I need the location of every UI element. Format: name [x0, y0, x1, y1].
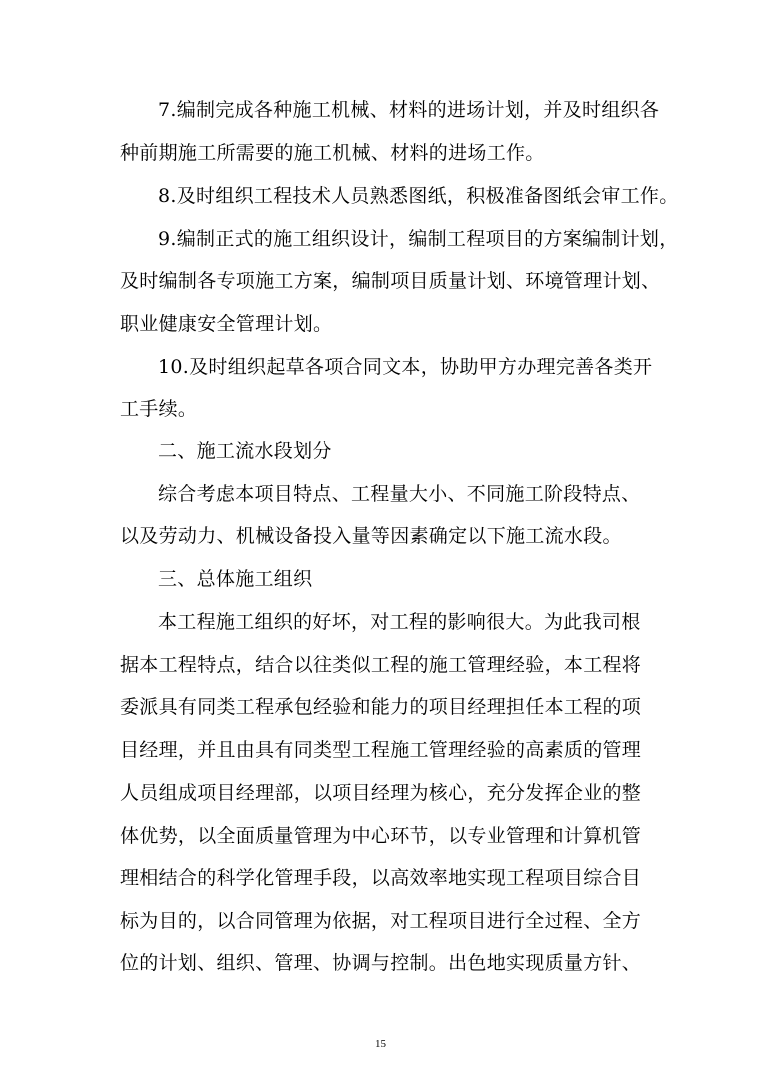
- section-heading: 三、总体施工组织: [158, 568, 313, 590]
- text-line: 工手续。: [120, 398, 198, 420]
- text-line: 体优势，以全面质量管理为中心环节，以专业管理和计算机管: [120, 825, 642, 847]
- section-heading: 二、施工流水段划分: [158, 440, 332, 462]
- text-line: 人员组成项目经理部，以项目经理为核心，充分发挥企业的整: [120, 782, 642, 804]
- text-line: 以及劳动力、机械设备投入量等因素确定以下施工流水段。: [120, 525, 622, 547]
- text-line: 7.编制完成各种施工机械、材料的进场计划，并及时组织各: [158, 99, 660, 121]
- text-line: 及时编制各专项施工方案，编制项目质量计划、环境管理计划、: [120, 270, 661, 292]
- text-line: 9.编制正式的施工组织设计，编制工程项目的方案编制计划，: [158, 228, 679, 250]
- text-line: 综合考虑本项目特点、工程量大小、不同施工阶段特点、: [158, 483, 641, 505]
- text-line: 本工程施工组织的好坏，对工程的影响很大。为此我司根: [158, 611, 641, 633]
- text-line: 标为目的，以合同管理为依据，对工程项目进行全过程、全方: [120, 910, 642, 932]
- text-line: 8.及时组织工程技术人员熟悉图纸，积极准备图纸会审工作。: [158, 185, 679, 207]
- text-line: 种前期施工所需要的施工机械、材料的进场工作。: [120, 142, 545, 164]
- text-line: 委派具有同类工程承包经验和能力的项目经理担任本工程的项: [120, 696, 642, 718]
- text-line: 目经理，并且由具有同类型工程施工管理经验的高素质的管理: [120, 739, 642, 761]
- text-line: 职业健康安全管理计划。: [120, 313, 333, 335]
- page-number: 15: [375, 1038, 386, 1050]
- text-line: 10.及时组织起草各项合同文本，协助甲方办理完善各类开: [158, 356, 653, 378]
- text-line: 位的计划、组织、管理、协调与控制。出色地实现质量方针、: [120, 952, 642, 974]
- text-line: 据本工程特点，结合以往类似工程的施工管理经验，本工程将: [120, 654, 642, 676]
- text-line: 理相结合的科学化管理手段，以高效率地实现工程项目综合目: [120, 867, 642, 889]
